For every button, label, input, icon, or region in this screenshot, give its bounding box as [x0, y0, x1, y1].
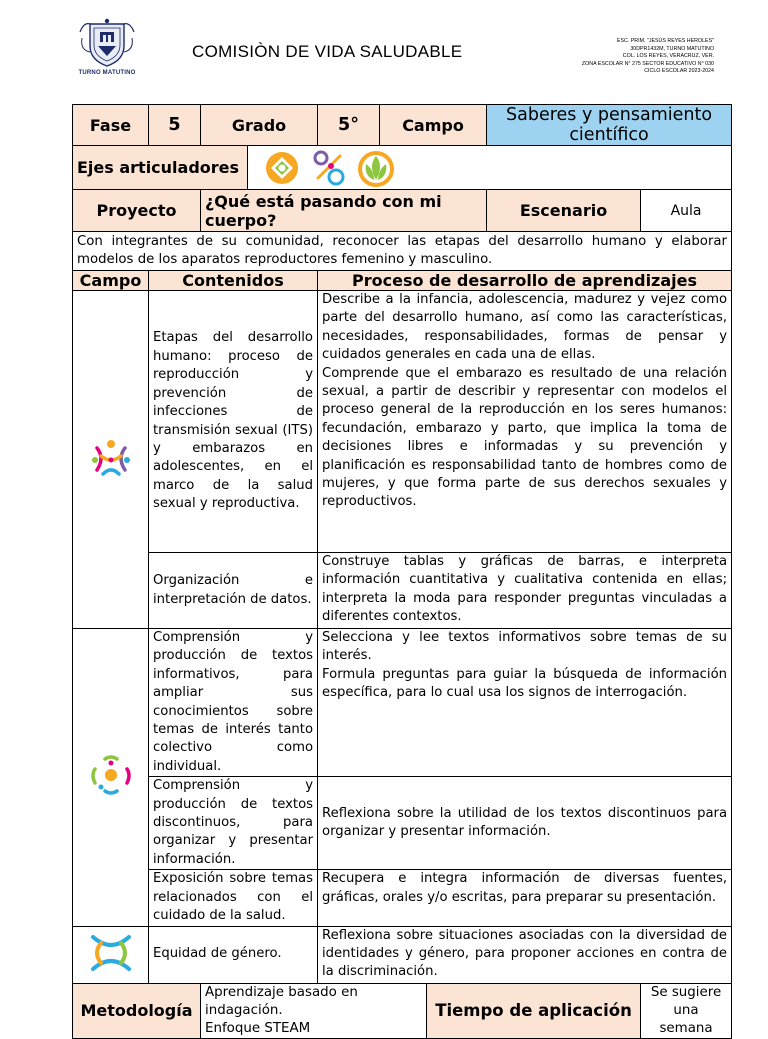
school-info-line: CICLO ESCOLAR 2023-2024	[644, 68, 714, 75]
escenario-label: Escenario	[487, 190, 641, 232]
proyecto-label: Proyecto	[73, 190, 201, 232]
tiempo-label: Tiempo de aplicación	[427, 983, 641, 1038]
contenido-cell: Exposición sobre temas relacionados con el cuidado de la salud.	[149, 870, 318, 926]
ejes-icons	[248, 146, 732, 190]
planning-table	[72, 104, 732, 1039]
metodologia-line: Enfoque STEAM	[205, 1020, 311, 1036]
campo-value: Saberes y pensamiento científico	[487, 105, 732, 146]
info-row	[73, 105, 732, 146]
saberes-campo-icon	[87, 434, 135, 482]
ejes-label: Ejes articuladores	[73, 146, 248, 190]
fase-value: 5	[149, 105, 201, 146]
column-header-campo: Campo	[73, 271, 149, 291]
school-info	[494, 38, 714, 76]
metodologia-line: Aprendizaje basado en indagación.	[205, 984, 358, 1018]
column-header-contenidos: Contenidos	[149, 271, 318, 291]
content-row	[73, 291, 732, 553]
contenido-cell: Comprensión y producción de textos informativos, para ampliar sus conocimientos sobre temas de interés tanto colectivo como individual.	[149, 629, 318, 777]
campo-icon-cell	[73, 291, 149, 629]
proceso-paragraph: Comprende que el embarazo es resultado de una relación sexual, a partir de describir y representar con modelos el proceso general de la reproducción en los seres humanos: fecundación, embarazo y parto, que implica la toma de decisiones libres e informadas y su prevención y planificación es responsabilidad tanto de hombres como de mujeres, y que forma parte de sus derechos sexuales y reproductivos.	[322, 365, 728, 510]
school-crest-icon	[76, 18, 138, 68]
proceso-paragraph: Formula preguntas para guiar la búsqueda de información específica, para lo cual usa los signos de interrogación.	[322, 666, 728, 701]
proposito-text: Con integrantes de su comunidad, reconocer las etapas del desarrollo humano y elaborar modelos de los aparatos reproductores femenino y masculino.	[73, 232, 732, 271]
proceso-paragraph: Construye tablas y gráficas de barras, e interpreta información cuantitativa y cualitativa contenida en ellas; interpreta la moda para responder preguntas vinculadas a diferentes contextos.	[322, 554, 728, 625]
proceso-cell	[318, 553, 732, 629]
pensamiento-critico-icon	[309, 148, 349, 188]
grado-label: Grado	[201, 105, 318, 146]
school-logo	[76, 18, 138, 80]
proposito-row	[73, 232, 732, 271]
proceso-cell	[318, 629, 732, 777]
content-row	[73, 926, 732, 983]
humano-comunitario-campo-icon	[87, 931, 135, 975]
school-info-line: COL. LOS REYES, VERACRUZ, VER.	[622, 53, 714, 60]
fase-label: Fase	[73, 105, 149, 146]
proceso-paragraph: Reflexiona sobre situaciones asociadas con la diversidad de identidades y género, para proponer acciones en contra de la discriminación.	[322, 927, 728, 980]
school-info-line: ESC. PRIM. "JESÚS REYES HEROLES"	[616, 38, 714, 44]
campo-label: Campo	[380, 105, 487, 146]
ejes-row	[73, 146, 732, 190]
metodologia-label: Metodología	[73, 983, 201, 1038]
content-row	[73, 870, 732, 926]
grado-value: 5°	[318, 105, 380, 146]
proceso-paragraph: Recupera e integra información de diversas fuentes, gráficas, orales y/o escritas, para preparar su presentación.	[322, 871, 728, 905]
column-header-proceso: Proceso de desarrollo de aprendizajes	[318, 271, 732, 291]
content-row	[73, 553, 732, 629]
proceso-cell	[318, 777, 732, 870]
proyecto-value: ¿Qué está pasando con mi cuerpo?	[201, 190, 487, 232]
page-title: COMISIÒN DE VIDA SALUDABLE	[192, 42, 463, 61]
contenido-cell: Organización e interpretación de datos.	[149, 553, 318, 629]
lenguajes-campo-icon	[89, 753, 133, 797]
school-info-line: ZONA ESCOLAR N° 275 SECTOR EDUCATIVO N° 030	[581, 60, 714, 67]
proceso-paragraph: Describe a la infancia, adolescencia, madurez y vejez como parte del desarrollo humano, así como las características, necesidades, responsabilidades, formas de pensar y cuidados generales en cada una de ellas.	[322, 292, 728, 363]
content-row	[73, 629, 732, 777]
campo-icon-cell	[73, 926, 149, 983]
inclusion-icon	[262, 148, 302, 188]
vida-saludable-icon	[356, 148, 396, 188]
tiempo-value: Se sugiere una semana	[641, 983, 732, 1038]
campo-icon-cell	[73, 629, 149, 927]
column-header-row	[73, 271, 732, 291]
proceso-cell	[318, 291, 732, 553]
footer-row	[73, 983, 732, 1038]
contenido-cell: Equidad de género.	[149, 926, 318, 983]
school-info-line: 30DPR1432M, TURNO MATUTINO	[630, 45, 714, 52]
logo-caption: TURNO MATUTINO	[78, 70, 136, 76]
contenido-cell: Etapas del desarrollo humano: proceso de reproducción y prevención de infecciones de transmisión sexual (ITS) y embarazos en adolescentes, en el marco de la salud sexual y reproductiva.	[149, 291, 318, 553]
metodologia-value	[201, 983, 427, 1038]
content-row	[73, 777, 732, 870]
proceso-cell	[318, 926, 732, 983]
contenido-cell: Comprensión y producción de textos discontinuos, para organizar y presentar información.	[149, 777, 318, 870]
escenario-value: Aula	[641, 190, 732, 232]
proceso-paragraph: Selecciona y lee textos informativos sobre temas de su interés.	[322, 630, 728, 664]
proyecto-row	[73, 190, 732, 232]
proceso-cell	[318, 870, 732, 926]
proceso-paragraph: Reflexiona sobre la utilidad de los textos discontinuos para organizar y presentar información.	[322, 805, 728, 840]
